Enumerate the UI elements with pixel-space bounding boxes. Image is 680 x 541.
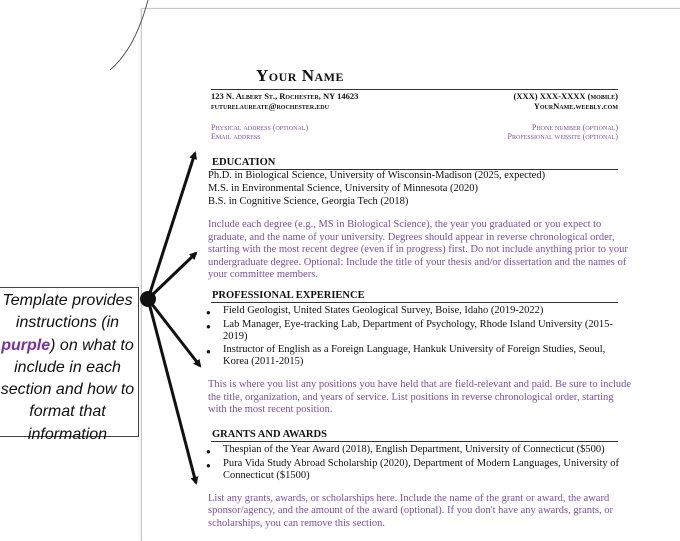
- grants-item: Connecticut ($1500): [223, 470, 310, 481]
- experience-instructions: with the most recent position.: [208, 404, 333, 415]
- website: YourName.weebly.com: [533, 101, 618, 111]
- bullet-icon: ●: [206, 461, 211, 470]
- experience-instructions: This is where you list any positions you have held that are field-relevant and paid. Be sure to include: [208, 379, 632, 390]
- callout-highlight: purple: [1, 336, 51, 354]
- education-instructions: your committee members.: [208, 269, 318, 280]
- experience-item: 2019): [223, 331, 248, 342]
- grants-item: Pura Vida Study Abroad Scholarship (2020), Department of Modern Languages, University of: [223, 458, 620, 469]
- education-heading: EDUCATION: [212, 157, 276, 168]
- arrow-origin-dot: [140, 291, 156, 307]
- optional-right-2: Professional website (optional): [507, 132, 618, 141]
- grants-heading: GRANTS AND AWARDS: [212, 429, 327, 440]
- education-instructions: graduate, and the name of your university. Degrees should appear in reverse chronological order,: [208, 232, 615, 243]
- optional-left-1: Physical address (optional): [211, 123, 309, 132]
- education-line: B.S. in Cognitive Science, Georgia Tech (2018): [208, 196, 409, 207]
- education-instructions: Include each degree (e.g., MS in Biological Science), the year you graduated or you expect to: [208, 219, 602, 230]
- education-line: M.S. in Environmental Science, University of Minnesota (2020): [208, 183, 479, 194]
- grants-instructions: sponsor/agency, and the amount of the award (optional). If you don't have any awards, grants, or: [208, 505, 614, 516]
- grants-instructions: scholarships, you can remove this section.: [208, 518, 386, 529]
- callout-text-end: ) on what to include in each section and how to format that information: [0, 336, 135, 443]
- experience-item: Instructor of English as a Foreign Language, Hankuk University of Foreign Studies, Seoul,: [223, 344, 606, 355]
- bullet-icon: ●: [206, 308, 211, 317]
- resume-name: Your Name: [256, 66, 344, 85]
- optional-right-1: Phone number (optional): [531, 123, 618, 132]
- bullet-icon: ●: [206, 322, 211, 331]
- experience-item: Field Geologist, United States Geological Survey, Boise, Idaho (2019-2022): [223, 305, 544, 316]
- callout-text: Template provides instructions (in: [2, 292, 133, 332]
- education-instructions: undergraduate degree. Optional: Include the title of your thesis and/or dissertation and the names of: [208, 257, 627, 268]
- grants-item: Thespian of the Year Award (2018), English Department, University of Connecticut ($500): [223, 444, 605, 455]
- education-instructions: starting with the most recent degree (even if in progress) first. Do not include anything prior to your: [208, 244, 628, 255]
- experience-heading: PROFESSIONAL EXPERIENCE: [212, 290, 365, 301]
- address: 123 N. Albert St., Rochester, NY 14623: [211, 91, 359, 101]
- email: futurelaureate@rochester.edu: [211, 101, 329, 111]
- bullet-icon: ●: [206, 347, 211, 356]
- callout-box: [0, 287, 139, 443]
- bullet-icon: ●: [206, 447, 211, 456]
- grants-instructions: List any grants, awards, or scholarships here. Include the name of the grant or award, the award: [208, 493, 610, 504]
- experience-item: Korea (2011-2015): [223, 356, 304, 367]
- connector-line: [110, 0, 148, 70]
- experience-item: Lab Manager, Eye-tracking Lab, Department of Psychology, Rhode Island University (2015-: [223, 319, 613, 330]
- experience-instructions: the title, organization, and years of service. List positions in reverse chronological order, starting: [208, 392, 614, 403]
- education-line: Ph.D. in Biological Science, University of Wisconsin-Madison (2025, expected): [208, 170, 546, 181]
- phone: (XXX) XXX-XXXX (mobile): [513, 91, 618, 101]
- optional-left-2: Email address: [211, 132, 261, 141]
- arrow-to-grants: [148, 299, 196, 483]
